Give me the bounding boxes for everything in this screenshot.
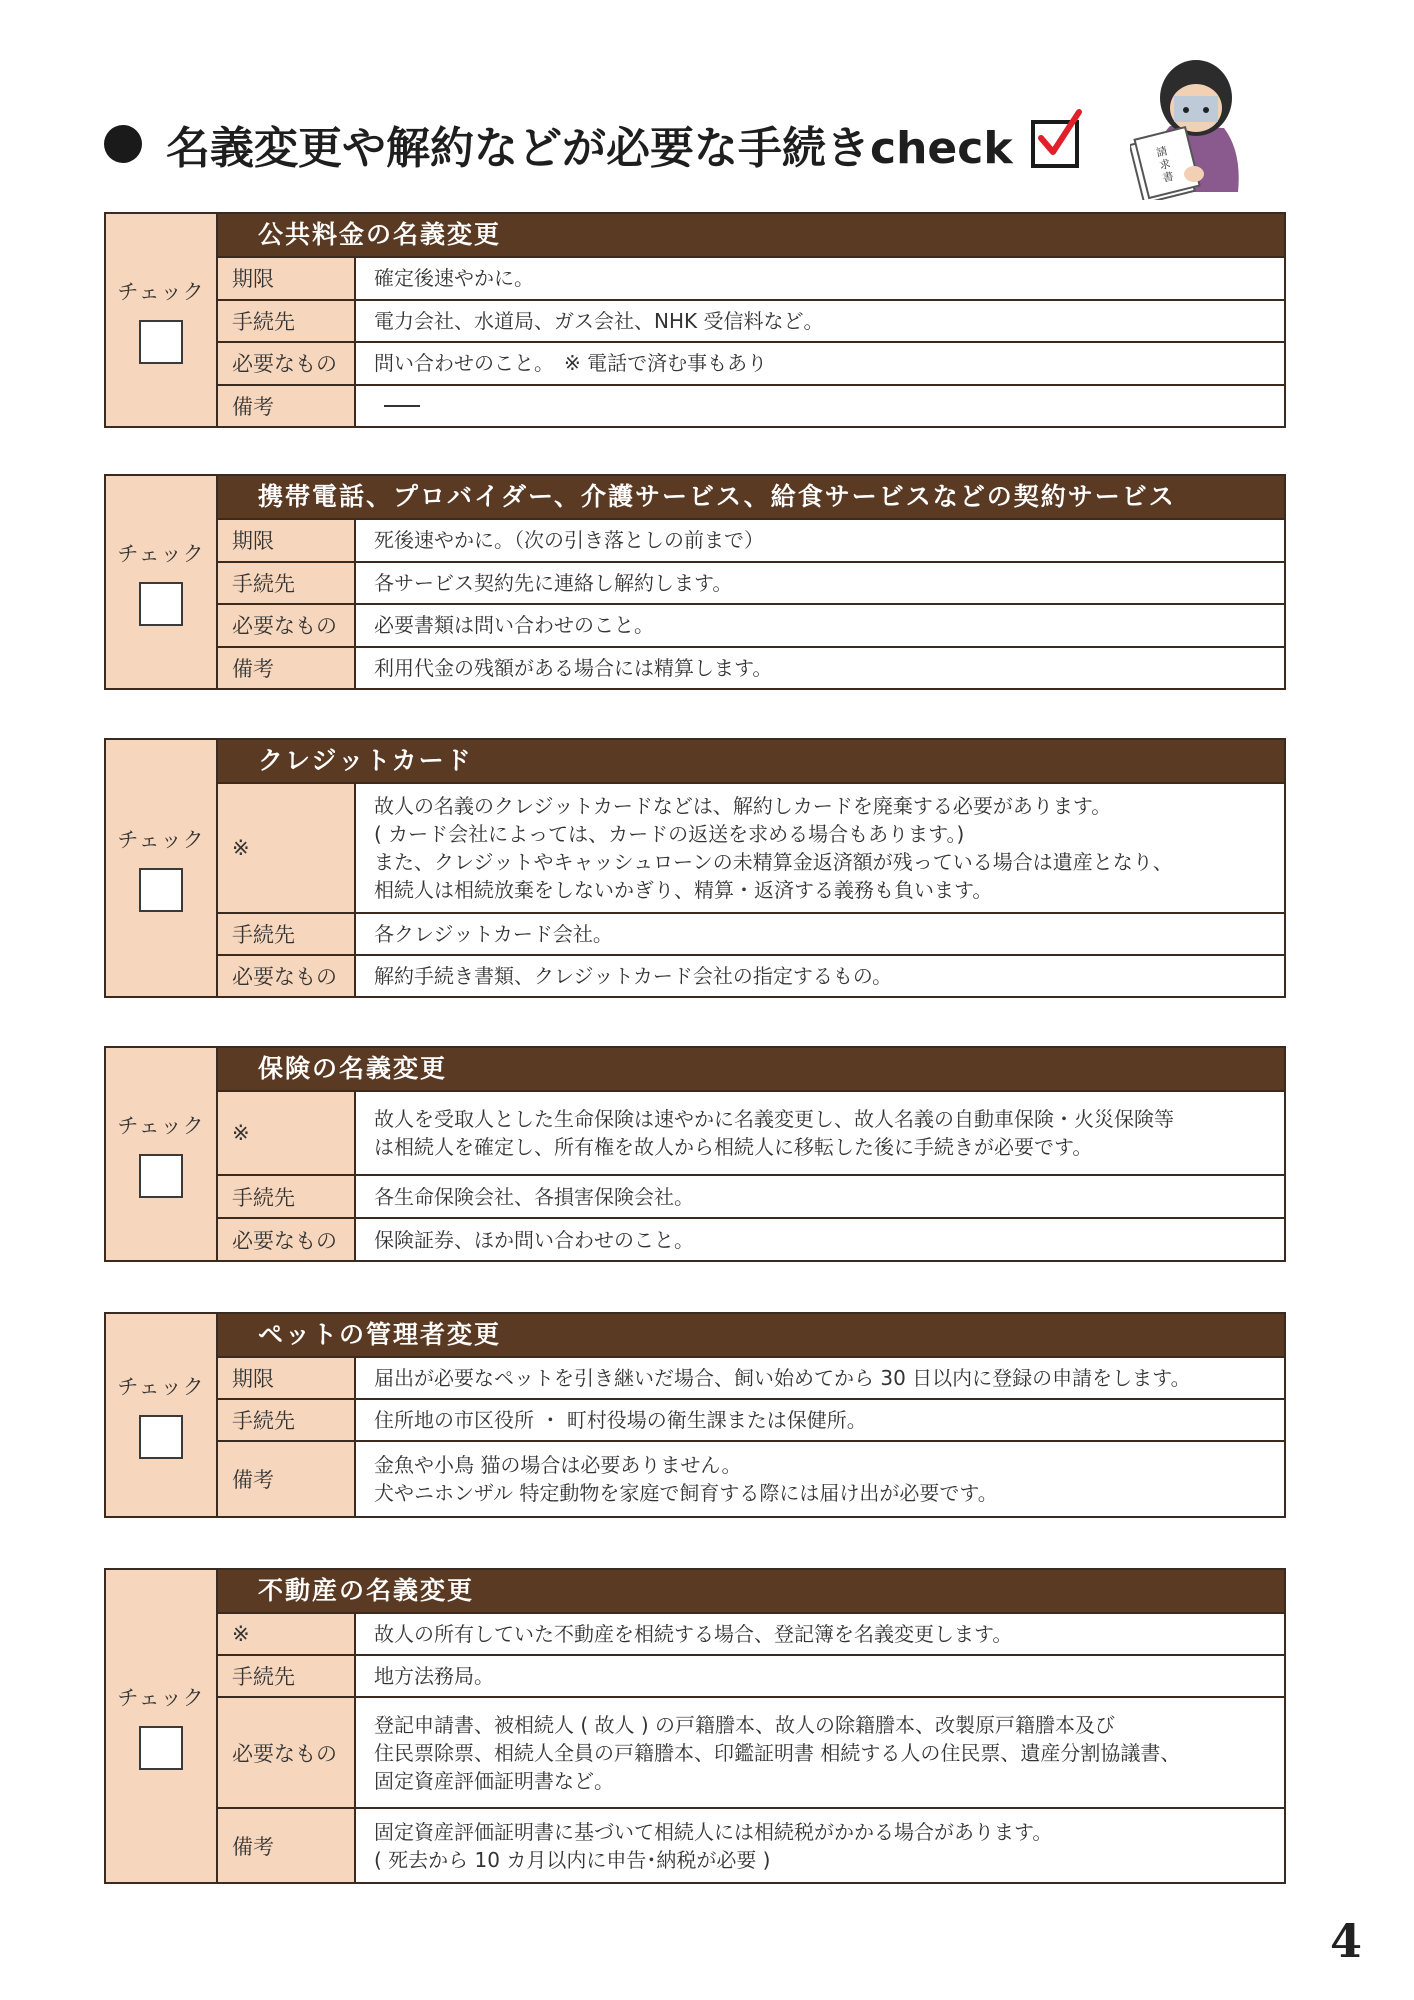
- check-column: [106, 1570, 218, 1882]
- table-row: [218, 1442, 1284, 1516]
- row-label: ※: [218, 1614, 356, 1654]
- table-row: [218, 605, 1284, 648]
- checkbox[interactable]: [139, 868, 183, 912]
- row-value: [356, 1614, 1284, 1654]
- table-row: [218, 1219, 1284, 1260]
- row-value: [356, 1442, 1284, 1516]
- row-value: [356, 258, 1284, 299]
- row-value: [356, 648, 1284, 689]
- row-value-line: 死後速やかに。（次の引き落としの前まで）: [374, 528, 764, 553]
- row-value-line: 固定資産評価証明書に基づいて相続人には相続税がかかる場合があります。: [374, 1819, 1053, 1844]
- row-value-line: ( カード会社によっては、カードの返送を求める場合もあります。): [374, 822, 965, 846]
- row-value-line: 確定後速やかに。: [374, 266, 534, 291]
- table-row: [218, 386, 1284, 427]
- section-content: [218, 1314, 1284, 1516]
- row-value: [356, 520, 1284, 561]
- row-value-line: 登記申請書、被相続人 ( 故人 ) の戸籍謄本、故人の除籍謄本、改製原戸籍謄本及び: [374, 1712, 1116, 1737]
- row-label: 備考: [218, 1442, 356, 1516]
- section-real-estate-name-change: [104, 1568, 1286, 1884]
- mascot-document-text: 請求書: [1154, 144, 1176, 185]
- bullet-icon: [104, 125, 142, 163]
- row-value: [356, 784, 1284, 912]
- section-contract-services: [104, 474, 1286, 690]
- row-value-line: 保険証券、ほか問い合わせのこと。: [374, 1227, 694, 1252]
- row-value: [356, 605, 1284, 646]
- table-row: [218, 956, 1284, 996]
- row-label: ※: [218, 784, 356, 912]
- row-value: [356, 1809, 1284, 1882]
- row-value-line: 各サービス契約先に連絡し解約します。: [374, 570, 733, 595]
- row-label: ※: [218, 1092, 356, 1174]
- check-column: [106, 1314, 218, 1516]
- page-title: [104, 112, 1079, 176]
- table-row: [218, 1614, 1284, 1656]
- row-value: [356, 1656, 1284, 1696]
- row-value-line: 問い合わせのこと。 ※ 電話で済む事もあり: [374, 351, 768, 376]
- row-label: 手続先: [218, 1656, 356, 1696]
- table-row: [218, 258, 1284, 301]
- row-label: 期限: [218, 520, 356, 561]
- table-row: [218, 914, 1284, 956]
- checkbox[interactable]: [139, 582, 183, 626]
- section-heading: 不動産の名義変更: [218, 1570, 1284, 1614]
- section-utility-name-change: [104, 212, 1286, 428]
- row-label: 必要なもの: [218, 1219, 356, 1260]
- table-row: [218, 520, 1284, 563]
- row-value-line: 届出が必要なペットを引き継いだ場合、飼い始めてから 30 日以内に登録の申請をします。: [374, 1366, 1191, 1390]
- table-row: [218, 563, 1284, 606]
- row-value-line: 相続人は相続放棄をしないかぎり、精算・返済する義務も負います。: [374, 878, 993, 902]
- section-pet-manager-change: [104, 1312, 1286, 1518]
- row-value-line: 各生命保険会社、各損害保険会社。: [374, 1184, 694, 1209]
- row-value-line: また、クレジットやキャッシュローンの未精算金返済額が残っている場合は遺産となり、: [374, 850, 1173, 874]
- row-label: 手続先: [218, 563, 356, 604]
- row-label: 手続先: [218, 301, 356, 342]
- checkbox[interactable]: [139, 1415, 183, 1459]
- row-value-line: 解約手続き書類、クレジットカード会社の指定するもの。: [374, 964, 893, 988]
- row-value: [356, 1176, 1284, 1217]
- section-content: [218, 214, 1284, 426]
- mascot-illustration: [1130, 56, 1254, 200]
- section-content: [218, 1048, 1284, 1260]
- section-heading: 携帯電話、プロバイダー、介護サービス、給食サービスなどの契約サービス: [218, 476, 1284, 520]
- row-value-line: 故人の名義のクレジットカードなどは、解約しカードを廃棄する必要があります。: [374, 794, 1112, 818]
- row-value-line: 必要書類は問い合わせのこと。: [374, 613, 654, 638]
- table-row: [218, 1176, 1284, 1219]
- section-insurance-name-change: [104, 1046, 1286, 1262]
- check-column: [106, 1048, 218, 1260]
- row-value-line: 地方法務局。: [374, 1664, 494, 1688]
- row-label: 必要なもの: [218, 1698, 356, 1807]
- row-value-line: 住民票除票、相続人全員の戸籍謄本、印鑑証明書 相続する人の住民票、遺産分割協議書、: [374, 1740, 1181, 1765]
- row-label: 備考: [218, 1809, 356, 1882]
- section-heading: 公共料金の名義変更: [218, 214, 1284, 258]
- checkbox[interactable]: [139, 320, 183, 364]
- table-row: [218, 343, 1284, 386]
- row-value-line: 故人の所有していた不動産を相続する場合、登記簿を名義変更します。: [374, 1622, 1013, 1646]
- row-label: 手続先: [218, 914, 356, 954]
- check-label: チェック: [117, 1686, 205, 1710]
- check-label: チェック: [117, 1114, 205, 1138]
- table-row: [218, 1656, 1284, 1698]
- row-label: 期限: [218, 258, 356, 299]
- section-content: [218, 1570, 1284, 1882]
- row-value: [356, 1698, 1284, 1807]
- row-value: [356, 386, 1284, 427]
- row-value: [356, 1219, 1284, 1260]
- checkbox[interactable]: [139, 1154, 183, 1198]
- row-value-line: 各クレジットカード会社。: [374, 922, 613, 946]
- section-content: [218, 476, 1284, 688]
- row-value-line: ( 死去から 10 カ月以内に申告･納税が必要 ): [374, 1847, 771, 1872]
- section-content: [218, 740, 1284, 996]
- table-row: [218, 1809, 1284, 1882]
- row-value-line: 電力会社、水道局、ガス会社、NHK 受信料など。: [374, 308, 824, 333]
- row-label: 必要なもの: [218, 343, 356, 384]
- row-value-line: 固定資産評価証明書など。: [374, 1768, 614, 1793]
- checkbox[interactable]: [139, 1726, 183, 1770]
- row-value: [356, 343, 1284, 384]
- row-value: [356, 1400, 1284, 1440]
- row-label: 必要なもの: [218, 956, 356, 996]
- row-value: [356, 956, 1284, 996]
- check-label: チェック: [117, 1375, 205, 1399]
- row-value-line: 住所地の市区役所 ・ 町村役場の衛生課または保健所。: [374, 1408, 867, 1432]
- table-row: [218, 1698, 1284, 1809]
- check-label: チェック: [117, 280, 205, 304]
- table-row: [218, 1358, 1284, 1400]
- row-label: 備考: [218, 386, 356, 427]
- row-value: [356, 914, 1284, 954]
- page-title-text: 名義変更や解約などが必要な手続きcheck: [166, 123, 1013, 174]
- table-row: [218, 1092, 1284, 1176]
- row-label: 期限: [218, 1358, 356, 1398]
- row-value: [356, 1358, 1284, 1398]
- table-row: [218, 648, 1284, 689]
- table-row: [218, 301, 1284, 344]
- row-label: 備考: [218, 648, 356, 689]
- row-label: 必要なもの: [218, 605, 356, 646]
- row-label: 手続先: [218, 1400, 356, 1440]
- check-label: チェック: [117, 828, 205, 852]
- table-row: [218, 1400, 1284, 1442]
- row-value-line: 利用代金の残額がある場合には精算します。: [374, 655, 773, 680]
- check-column: [106, 214, 218, 426]
- row-value: [356, 301, 1284, 342]
- row-value-line: 故人を受取人とした生命保険は速やかに名義変更し、故人名義の自動車保険・火災保険等: [374, 1107, 1174, 1131]
- section-heading: クレジットカード: [218, 740, 1284, 784]
- section-credit-card: [104, 738, 1286, 998]
- section-heading: 保険の名義変更: [218, 1048, 1284, 1092]
- dash-mark: [384, 405, 420, 407]
- row-value: [356, 1092, 1284, 1174]
- row-label: 手続先: [218, 1176, 356, 1217]
- section-heading: ペットの管理者変更: [218, 1314, 1284, 1358]
- row-value-line: は相続人を確定し、所有権を故人から相続人に移転した後に手続きが必要です。: [374, 1135, 1093, 1159]
- check-column: [106, 740, 218, 996]
- check-column: [106, 476, 218, 688]
- table-row: [218, 784, 1284, 914]
- row-value-line: 金魚や小鳥 猫の場合は必要ありません。: [374, 1453, 742, 1477]
- check-label: チェック: [117, 542, 205, 566]
- row-value: [356, 563, 1284, 604]
- checkbox-checked-icon: [1031, 120, 1079, 168]
- page-number: 4: [1330, 1914, 1363, 1968]
- row-value-line: 犬やニホンザル 特定動物を家庭で飼育する際には届け出が必要です。: [374, 1481, 998, 1505]
